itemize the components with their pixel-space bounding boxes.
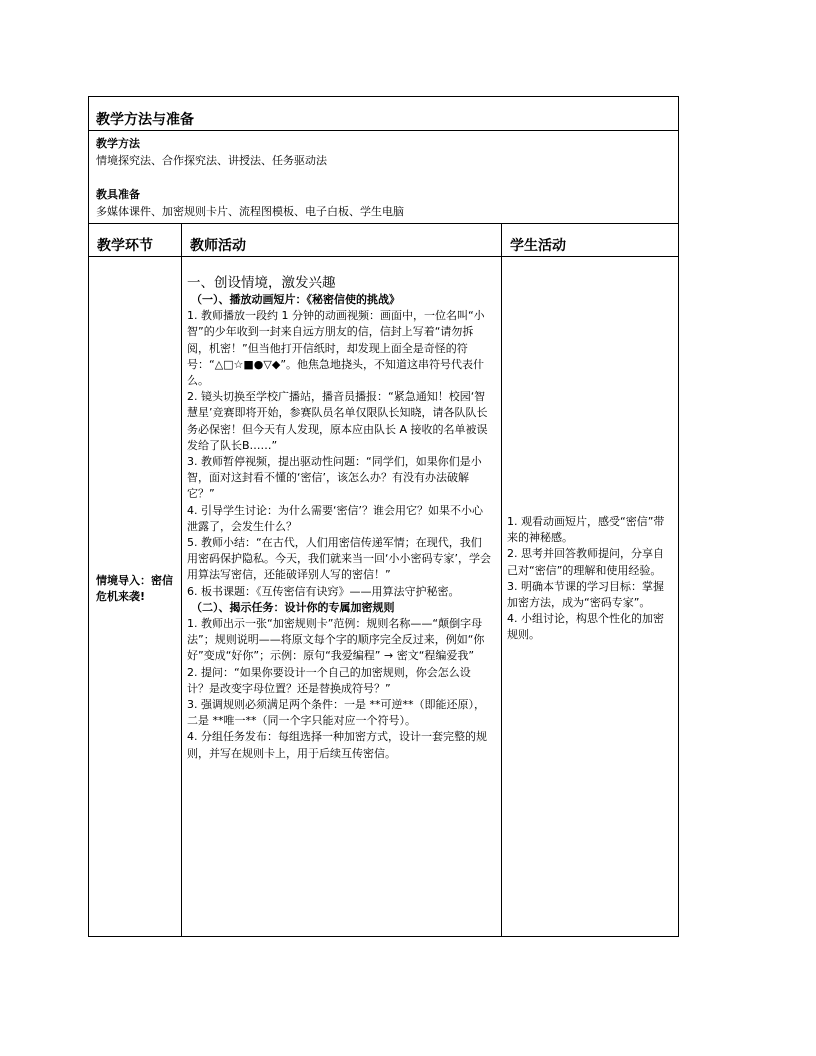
teacher-heading: 一、创设情境，激发兴趣 xyxy=(187,275,336,291)
header-student: 学生活动 xyxy=(501,223,678,257)
header-stage: 教学环节 xyxy=(89,223,181,257)
stage-label: 情境导入：密信危机来袭! xyxy=(96,574,173,603)
column-divider xyxy=(181,257,182,936)
lesson-table xyxy=(88,96,679,937)
part1-item: 1. 教师播放一段约 1 分钟的动画视频：画面中，一位名叫“小智”的少年收到一封来自远方朋友的信，信封上写着“请勿拆阅，机密！”但当他打开信纸时，却发现上面全是奇怪的符号：“△□☆■●▽◆”。他焦急地挠头，不知道这串符号代表什么。 xyxy=(187,309,485,388)
part1-item: 3. 教师暂停视频，提出驱动性问题：“同学们，如果你们是小智，面对这封看不懂的‘密信’，该怎么办？有没有办法破解它？” xyxy=(187,455,482,501)
part2-item: 2. 提问：“如果你要设计一个自己的加密规则，你会怎么设计？是改变字母位置？还是替换成符号？” xyxy=(187,665,471,695)
part2-item: 3. 强调规则必须满足两个条件：一是 **可逆**（即能还原），二是 **唯一**（同一个字只能对应一个符号）。 xyxy=(187,698,485,728)
part1-item: 2. 镜头切换至学校广播站，播音员播报：“紧急通知！校园‘智慧星’竞赛即将开始，参赛队员名单仅限队长知晓，请各队队长务必保密！但今天有人发现，原本应由队长 A 接收的名单被误发给了队长B……” xyxy=(187,390,488,452)
student-item: 3. 明确本节课的学习目标：掌握加密方法，成为“密码专家”。 xyxy=(507,579,664,610)
part1-title: （一）、播放动画短片：《秘密信使的挑战》 xyxy=(191,293,400,306)
student-item: 2. 思考并回答教师提问，分享自己对“密信”的理解和使用经验。 xyxy=(507,547,664,577)
student-item: 4. 小组讨论，构思个性化的加密规则。 xyxy=(507,612,664,642)
student-item: 1. 观看动画短片，感受“密信”带来的神秘感。 xyxy=(507,515,665,545)
part1-item: 5. 教师小结：“在古代，人们用密信传递军情；在现代，我们用密码保护隐私。今天，我们就来当一回‘小小密码专家’，学会用算法写密信，还能破译别人写的密信！” xyxy=(187,536,491,582)
part1-item: 6. 板书课题：《互传密信有诀窍》——用算法守护秘密。 xyxy=(187,584,460,598)
column-divider xyxy=(501,257,502,936)
section-title: 教学方法与准备 xyxy=(89,97,678,131)
part1-item: 4. 引导学生讨论：为什么需要‘密信’？谁会用它？如果不小心泄露了，会发生什么？ xyxy=(187,503,483,533)
methods-heading: 教学方法 xyxy=(96,137,140,150)
part2-item: 4. 分组任务发布：每组选择一种加密方式，设计一套完整的规则，并写在规则卡上，用于后续互传密信。 xyxy=(187,730,487,760)
methods-text: 情境探究法、合作探究法、讲授法、任务驱动法 xyxy=(96,154,327,167)
tools-text: 多媒体课件、加密规则卡片、流程图模板、电子白板、学生电脑 xyxy=(96,205,404,218)
tools-heading: 教具准备 xyxy=(96,188,140,201)
part2-item: 1. 教师出示一张“加密规则卡”范例：规则名称——“颠倒字母法”；规则说明——将原文每个字的顺序完全反过来，例如“你好”变成“好你”；示例：原句“我爱编程” → 密文“程编爱我” xyxy=(187,617,485,663)
part2-title: （二）、揭示任务：设计你的专属加密规则 xyxy=(191,600,395,614)
teacher-activity xyxy=(187,274,491,762)
header-teacher: 教师活动 xyxy=(181,223,501,257)
preparation-block xyxy=(96,135,671,220)
student-activity xyxy=(507,514,672,644)
